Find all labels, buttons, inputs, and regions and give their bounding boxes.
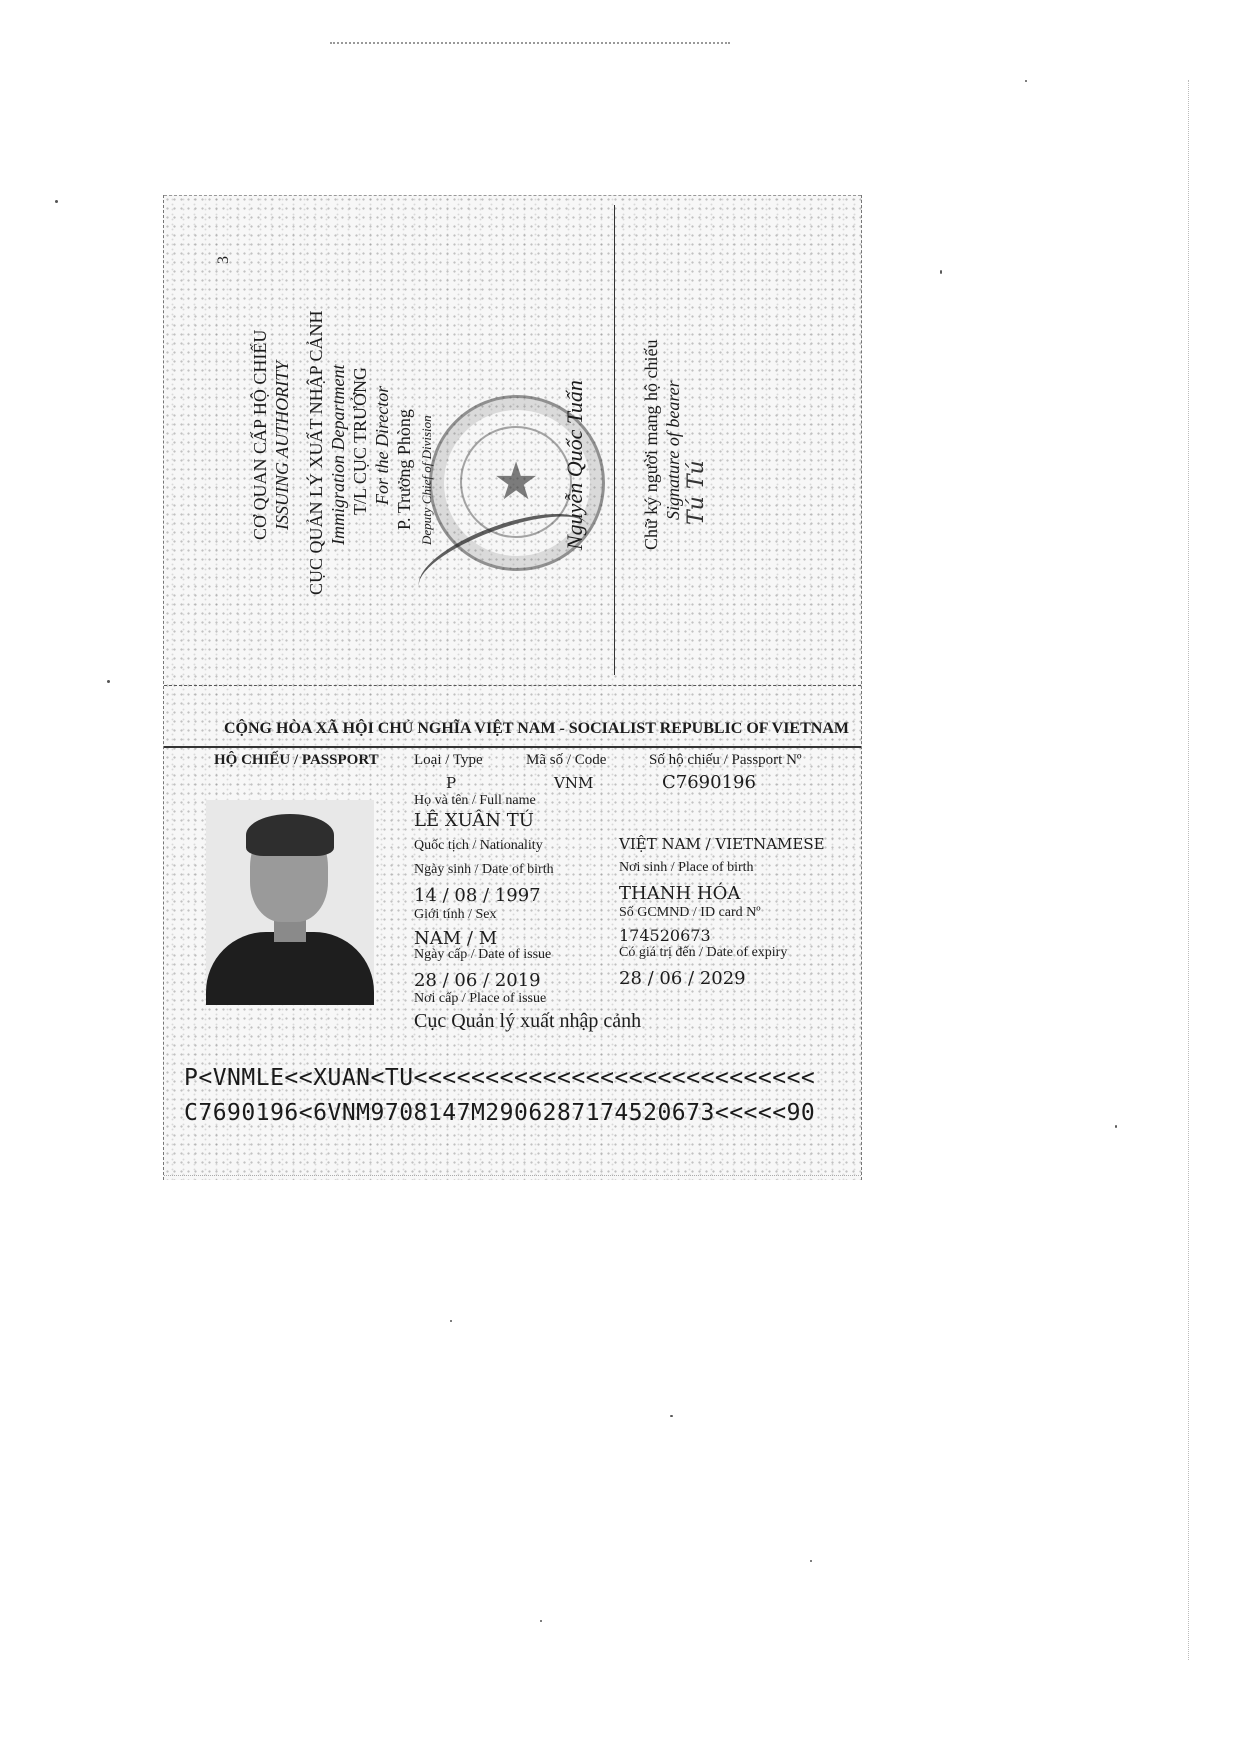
passport-page <box>163 195 862 1180</box>
issue-date-label: Ngày cấp / Date of issue <box>414 947 552 962</box>
card-top-edge <box>164 195 861 196</box>
scan-speckle <box>810 1560 812 1562</box>
document-label: HỘ CHIẾU / PASSPORT <box>214 752 379 768</box>
scan-speckle <box>107 680 110 683</box>
issue-place-value: Cục Quản lý xuất nhập cảnh <box>414 1010 642 1032</box>
bearer-signature: Tú Tú <box>684 460 709 525</box>
scan-edge-line <box>1188 80 1189 1660</box>
scan-speckle <box>670 1415 673 1417</box>
page-fold-line <box>164 685 861 686</box>
director-vi: T/L CỤC TRƯỞNG <box>350 367 370 515</box>
official-name: Nguyễn Quốc Tuấn <box>562 380 587 550</box>
code-value: VNM <box>554 774 594 792</box>
department-vi: CỤC QUẢN LÝ XUẤT NHẬP CẢNH <box>306 310 326 595</box>
page-divider <box>614 205 615 675</box>
dob-label: Ngày sinh / Date of birth <box>414 862 554 877</box>
full-name-value: LÊ XUÂN TÚ <box>414 810 534 831</box>
photo-body <box>206 932 374 1005</box>
scan-speckle <box>940 270 942 274</box>
nationality-value: VIỆT NAM / VIETNAMESE <box>619 835 825 853</box>
page-number: 3 <box>215 256 232 264</box>
seal-star-icon: ★ <box>460 426 572 538</box>
mrz-line-2: C7690196<6VNM9708147M2906287174520673<<<<<90 <box>184 1100 816 1126</box>
full-name-label: Họ và tên / Full name <box>414 793 536 808</box>
scan-speckle <box>540 1620 542 1622</box>
scan-speckle <box>1025 80 1027 82</box>
expiry-label: Có giá trị đến / Date of expiry <box>619 945 788 960</box>
pob-value: THANH HÓA <box>619 883 741 904</box>
issuing-authority-en: ISSUING AUTHORITY <box>272 360 292 530</box>
type-value: P <box>446 774 457 792</box>
director-en: For the Director <box>372 385 392 505</box>
pob-label: Nơi sinh / Place of birth <box>619 860 754 875</box>
bearer-photo <box>206 800 374 1005</box>
country-header <box>164 700 861 748</box>
bearer-signature-label-en: Signature of bearer <box>663 380 683 520</box>
passport-number-value: C7690196 <box>662 772 756 793</box>
issue-date-value: 28 / 06 / 2019 <box>414 970 541 991</box>
country-title: CỘNG HÒA XÃ HỘI CHỦ NGHĨA VIỆT NAM - SOCIALIST REPUBLIC OF VIETNAM <box>224 720 849 737</box>
id-card-value: 174520673 <box>619 926 711 945</box>
nationality-label: Quốc tịch / Nationality <box>414 838 543 853</box>
card-bottom-edge <box>164 1175 861 1176</box>
deputy-en: Deputy Chief of Division <box>419 415 434 545</box>
expiry-value: 28 / 06 / 2029 <box>619 968 746 989</box>
mrz-line-1: P<VNMLE<<XUAN<TU<<<<<<<<<<<<<<<<<<<<<<<<<<<< <box>184 1065 816 1091</box>
sex-label: Giới tính / Sex <box>414 907 497 922</box>
scan-speckle <box>450 1320 452 1322</box>
scan-speckle <box>55 200 58 203</box>
photo-hair <box>246 814 334 856</box>
passport-number-label: Số hộ chiếu / Passport Nº <box>649 752 802 768</box>
issue-place-label: Nơi cấp / Place of issue <box>414 991 547 1006</box>
code-label: Mã số / Code <box>526 752 607 768</box>
scan-top-smudge <box>330 42 730 44</box>
scan-speckle <box>1115 1125 1117 1128</box>
id-card-label: Số GCMND / ID card Nº <box>619 905 761 920</box>
type-label: Loại / Type <box>414 752 483 768</box>
issuing-authority-vi: CƠ QUAN CẤP HỘ CHIẾU <box>250 329 270 540</box>
sex-value: NAM / M <box>414 928 498 949</box>
dob-value: 14 / 08 / 1997 <box>414 885 541 906</box>
deputy-vi: P. Trưởng Phòng <box>394 409 414 530</box>
department-en: Immigration Department <box>328 364 348 545</box>
bearer-signature-label-vi: Chữ ký người mang hộ chiếu <box>641 339 661 550</box>
